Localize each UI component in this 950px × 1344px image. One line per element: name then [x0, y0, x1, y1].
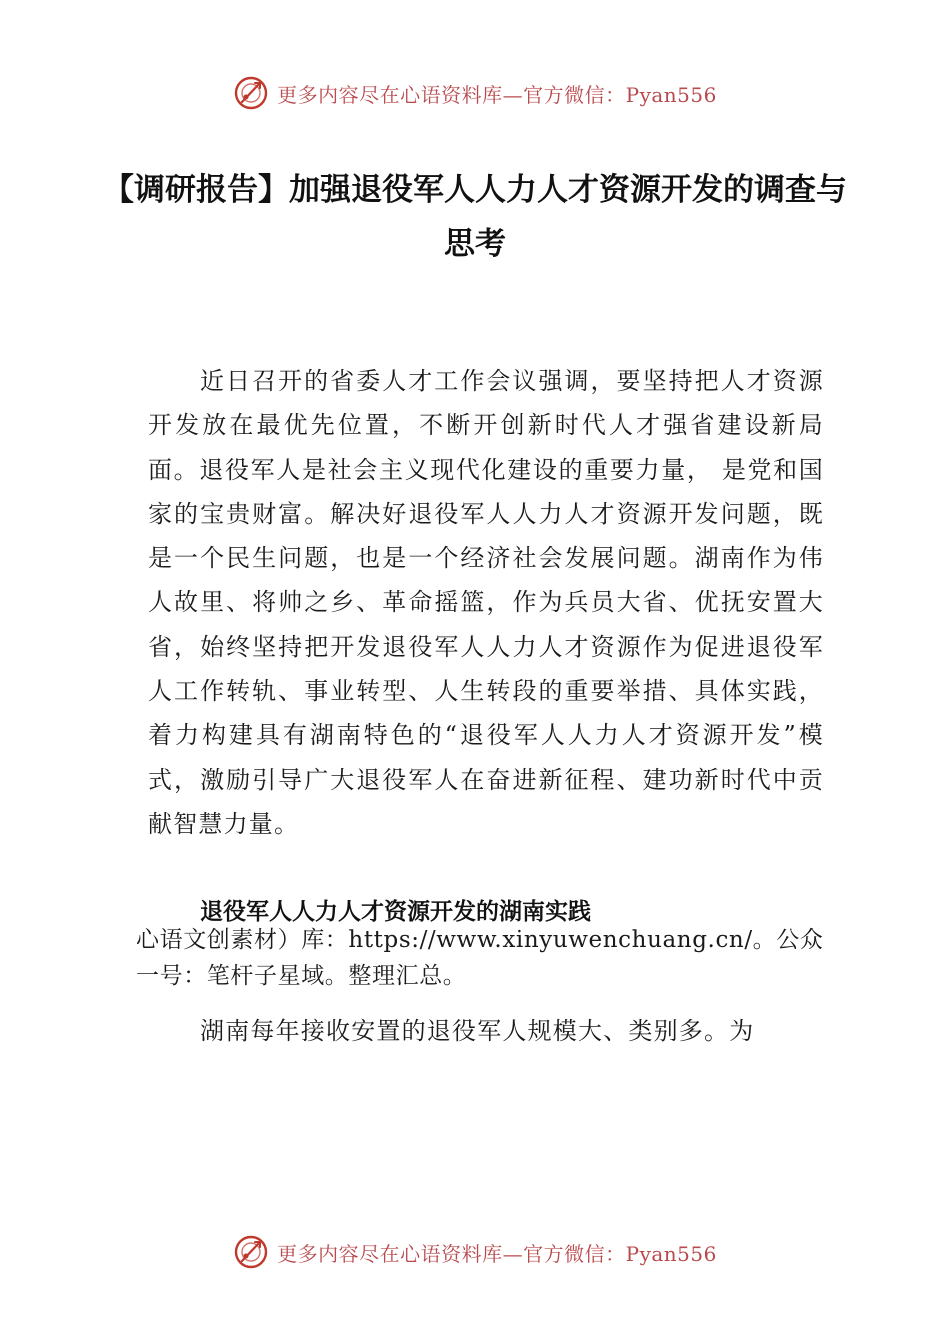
section-heading: 退役军人人力人才资源开发的湖南实践	[200, 899, 591, 925]
intro-paragraph: 近日召开的省委人才工作会议强调，要坚持把人才资源开发放在最优先位置，不断开创新时代人才强省建设新局面。退役军人是社会主义现代化建设的重要力量， 是党和国家的宝贵财富。解决好退役军人人力人才资源开发问题，既是一个民生问题，也是一个经济社会发展问题。湖南作为伟人故里、将帅之乡、革命摇篮，作为兵员大省、优抚安置大省，始终坚持把开发退役军人人力人才资源作为促进退役军人工作转轨、事业转型、人生转段的重要举措、具体实践，着力构建具有湖南特色的“退役军人人力人才资源开发”模式，激励引导广大退役军人在奋进新征程、建功新时代中贡献智慧力量。	[148, 367, 824, 838]
footer-banner	[0, 1227, 950, 1277]
banner-text: 更多内容尽在心语资料库—官方微信：Pyan556	[277, 1241, 717, 1266]
header-banner	[0, 68, 950, 118]
second-paragraph-start: 湖南每年接收安置的退役军人规模大、类别多。为	[200, 1017, 755, 1045]
brand-logo-icon	[233, 1234, 269, 1270]
page-title: 【调研报告】加强退役军人人力人才资源开发的调查与思考	[103, 172, 847, 262]
brand-logo-icon	[233, 75, 269, 111]
source-note: 心语文创素材）库：https://www.xinyuwenchuang.cn/。公众一号：笔杆子星域。整理汇总。	[136, 927, 824, 989]
banner-text: 更多内容尽在心语资料库—官方微信：Pyan556	[277, 82, 717, 107]
